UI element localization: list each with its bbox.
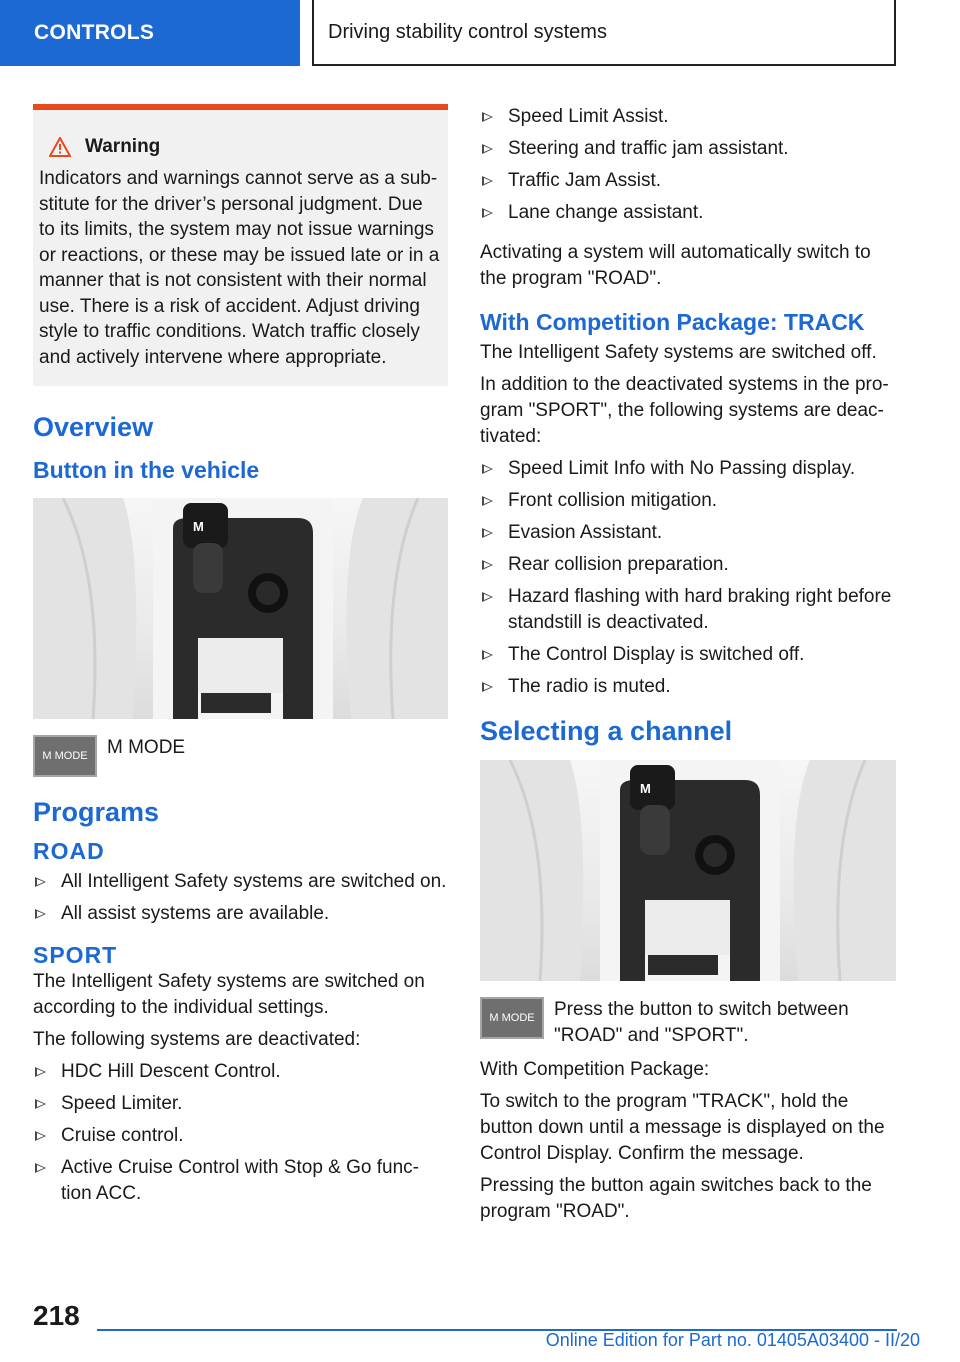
track-intro-1: The Intelligent Safety systems are switched off. — [480, 342, 877, 363]
bullet-triangle-icon — [482, 682, 493, 692]
list-item: Speed Limiter. — [33, 1091, 448, 1117]
bullet-triangle-icon — [482, 560, 493, 570]
bullet-triangle-icon — [482, 496, 493, 506]
m-mode-button-icon — [33, 735, 97, 777]
programs-heading: Programs — [33, 797, 160, 827]
console-photo — [33, 498, 448, 719]
footer-edition: Online Edition for Part no. 01405A03400 - II/20 — [545, 1330, 920, 1350]
list-item: Steering and traffic jam assistant. — [480, 136, 896, 162]
channel-caption: Press the button to switch between "ROAD" and "SPORT". — [554, 999, 849, 1046]
bullet-triangle-icon — [482, 176, 493, 186]
sport-list — [33, 1059, 448, 1207]
road-list — [33, 869, 448, 927]
list-item: Lane change assistant. — [480, 200, 896, 226]
warning-header — [39, 134, 440, 160]
list-item: Front collision mitigation. — [480, 488, 896, 514]
m-mode-button-label: M MODE — [489, 1012, 535, 1024]
road-heading: ROAD — [33, 838, 105, 864]
bullet-triangle-icon — [482, 464, 493, 474]
console-photo-2 — [480, 760, 896, 981]
overview-heading: Overview — [33, 412, 154, 442]
list-item: Cruise control. — [33, 1123, 448, 1149]
left-column — [33, 104, 448, 1221]
list-item: The Control Display is switched off. — [480, 642, 896, 668]
list-item: HDC Hill Descent Control. — [33, 1059, 448, 1085]
m-mode-button-row-2 — [480, 997, 896, 1049]
chapter-title-box — [312, 0, 896, 66]
bullet-triangle-icon — [482, 528, 493, 538]
list-item: Speed Limit Info with No Passing display. — [480, 456, 896, 482]
list-item: All assist systems are available. — [33, 901, 448, 927]
selecting-channel-heading: Selecting a channel — [480, 716, 733, 746]
bullet-triangle-icon — [35, 877, 46, 887]
bullet-triangle-icon — [35, 1163, 46, 1173]
list-item: Traffic Jam Assist. — [480, 168, 896, 194]
svg-text:M: M — [193, 519, 204, 534]
m-mode-button-label: M MODE — [42, 750, 88, 762]
section-tab — [0, 0, 300, 66]
svg-text:M: M — [640, 781, 651, 796]
bullet-triangle-icon — [35, 909, 46, 919]
list-item: Evasion Assistant. — [480, 520, 896, 546]
list-item: All Intelligent Safety systems are switched on. — [33, 869, 448, 895]
sport-activation-note: Activating a system will automatically switch to the program "ROAD". — [480, 242, 871, 289]
list-item: Speed Limit Assist. — [480, 104, 896, 130]
track-heading: With Competition Package: TRACK — [480, 309, 865, 335]
bullet-triangle-icon — [35, 1131, 46, 1141]
bullet-triangle-icon — [482, 650, 493, 660]
button-in-vehicle-heading: Button in the vehicle — [33, 457, 260, 483]
bullet-triangle-icon — [35, 1099, 46, 1109]
list-item: Hazard flashing with hard braking right before standstill is deactivated. — [480, 584, 896, 636]
track-intro-2: In addition to the deactivated systems in the pro-gram "SPORT", the following systems are deac-tivated: — [480, 374, 889, 447]
warning-title: Warning — [85, 136, 161, 157]
right-column — [480, 104, 896, 1231]
list-item: Active Cruise Control with Stop & Go func-tion ACC. — [33, 1155, 448, 1207]
sport-intro-2: The following systems are deactivated: — [33, 1029, 361, 1050]
console-illustration-icon — [480, 760, 896, 981]
channel-p1: With Competition Package: — [480, 1059, 710, 1080]
sport-heading: SPORT — [33, 942, 118, 968]
chapter-title: Driving stability control systems — [328, 20, 607, 43]
list-item: Rear collision preparation. — [480, 552, 896, 578]
warning-triangle-icon — [49, 137, 71, 157]
channel-p3: Pressing the button again switches back to the program "ROAD". — [480, 1175, 872, 1222]
page-number: 218 — [33, 1300, 80, 1331]
bullet-triangle-icon — [482, 592, 493, 602]
section-label: CONTROLS — [34, 21, 155, 44]
channel-p2: To switch to the program "TRACK", hold the button down until a message is displayed on the Control Display. Confirm the message. — [480, 1091, 885, 1164]
m-mode-caption: M MODE — [107, 737, 186, 758]
m-mode-button-row — [33, 735, 448, 777]
bullet-triangle-icon — [482, 208, 493, 218]
sport-intro-1: The Intelligent Safety systems are switched on according to the individual settings. — [33, 971, 425, 1018]
sport-list-continued — [480, 104, 896, 226]
m-mode-button-icon — [480, 997, 544, 1039]
track-list — [480, 456, 896, 700]
console-illustration-icon — [33, 498, 448, 719]
bullet-triangle-icon — [482, 144, 493, 154]
bullet-triangle-icon — [35, 1067, 46, 1077]
list-item: The radio is muted. — [480, 674, 896, 700]
warning-box — [33, 104, 448, 386]
warning-text: Indicators and warnings cannot serve as a sub-stitute for the driver’s personal judgment. Due to its limits, the system may not issue warnings or reactions, or these may be issued late or in a manner that is not consistent with their normal use. There is a risk of accident. Adjust driving style to traffic conditions. Watch traffic closely and actively intervene where appropriate. — [39, 168, 440, 368]
bullet-triangle-icon — [482, 112, 493, 122]
